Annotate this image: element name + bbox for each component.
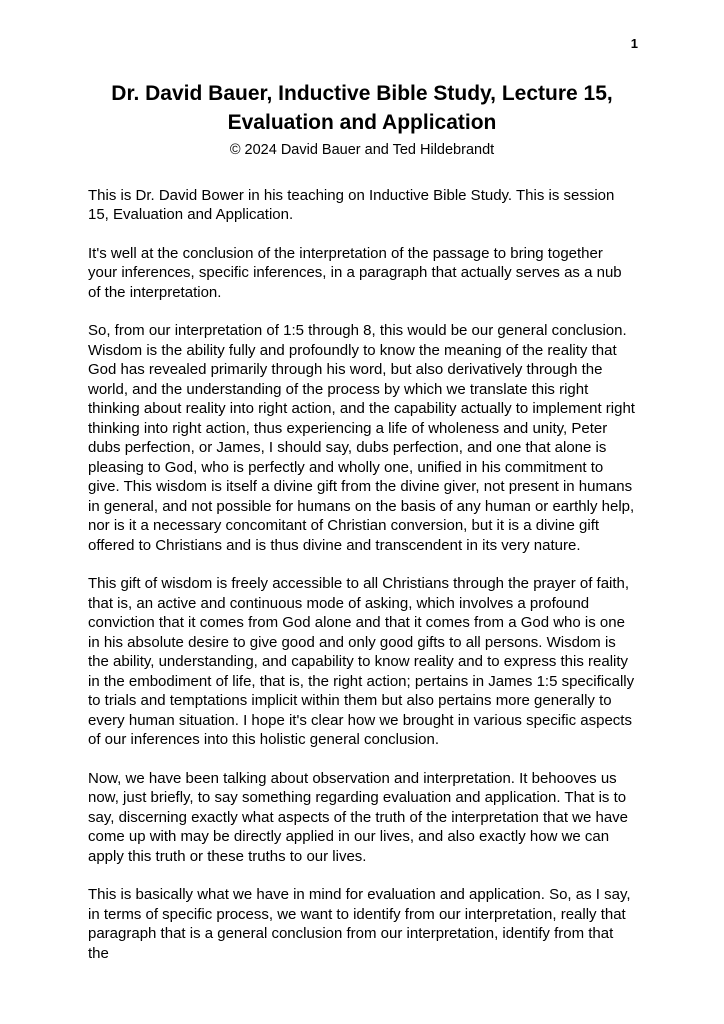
paragraph-2: It's well at the conclusion of the interpretation of the passage to bring together your inferences, specific inferences, in a paragraph that actually serves as a nub of the interpretation. (88, 244, 622, 301)
document-title: Dr. David Bauer, Inductive Bible Study, Lecture 15, Evaluation and Application (111, 82, 613, 134)
paragraph-6: This is basically what we have in mind for evaluation and application. So, as I say, in terms of specific process, we want to identify from our interpretation, really that paragraph that is a general conclusion from our interpretation, identify from that the (88, 886, 631, 962)
paragraph-1: This is Dr. David Bower in his teaching on Inductive Bible Study. This is session 15, Evaluation and Application. (88, 186, 615, 224)
copyright-line: © 2024 David Bauer and Ted Hildebrandt (229, 141, 495, 158)
document-body (88, 186, 636, 964)
paragraph-4: This gift of wisdom is freely accessible to all Christians through the prayer of faith, that is, an active and continuous mode of asking, which involves a profound conviction that it comes from God alone and that it comes from a God who is one in his absolute desire to give good and only good gifts to all persons. Wisdom is the ability, understanding, and capability to know reality and to express this reality in the embodiment of life, that is, the right action; pertains in James 1:5 specifically to trials and temptations implicit within them but also pertains more generally to every human situation. I hope it's clear how we brought in various specific aspects of our inferences into this holistic general conclusion. (88, 575, 635, 749)
paragraph-3: So, from our interpretation of 1:5 through 8, this would be our general conclusion. Wisdom is the ability fully and profoundly to know the meaning of the reality that God has revealed primarily through his word, but also derivatively through the world, and the understanding of the process by which we translate this right thinking about reality into right action, and the capability actually to implement right thinking into right action, thus experiencing a life of wholeness and unity, Peter dubs perfection, or James, I should say, dubs perfection, and one that alone is pleasing to God, who is perfectly and wholly one, unified in his commitment to give. This wisdom is itself a divine gift from the divine giver, not present in humans in general, and not possible for humans on the basis of any human or earthly help, nor is it a necessary concomitant of Christian conversion, but it is a divine gift offered to Christians and is thus divine and transcendent in its very nature. (88, 322, 635, 554)
paragraph-5: Now, we have been talking about observation and interpretation. It behooves us now, just briefly, to say something regarding evaluation and application. That is to say, discerning exactly what aspects of the truth of the interpretation that we have come up with may be directly applied in our lives, and also exactly how we can apply this truth or these truths to our lives. (88, 769, 629, 865)
page-number: 1 (630, 36, 638, 51)
